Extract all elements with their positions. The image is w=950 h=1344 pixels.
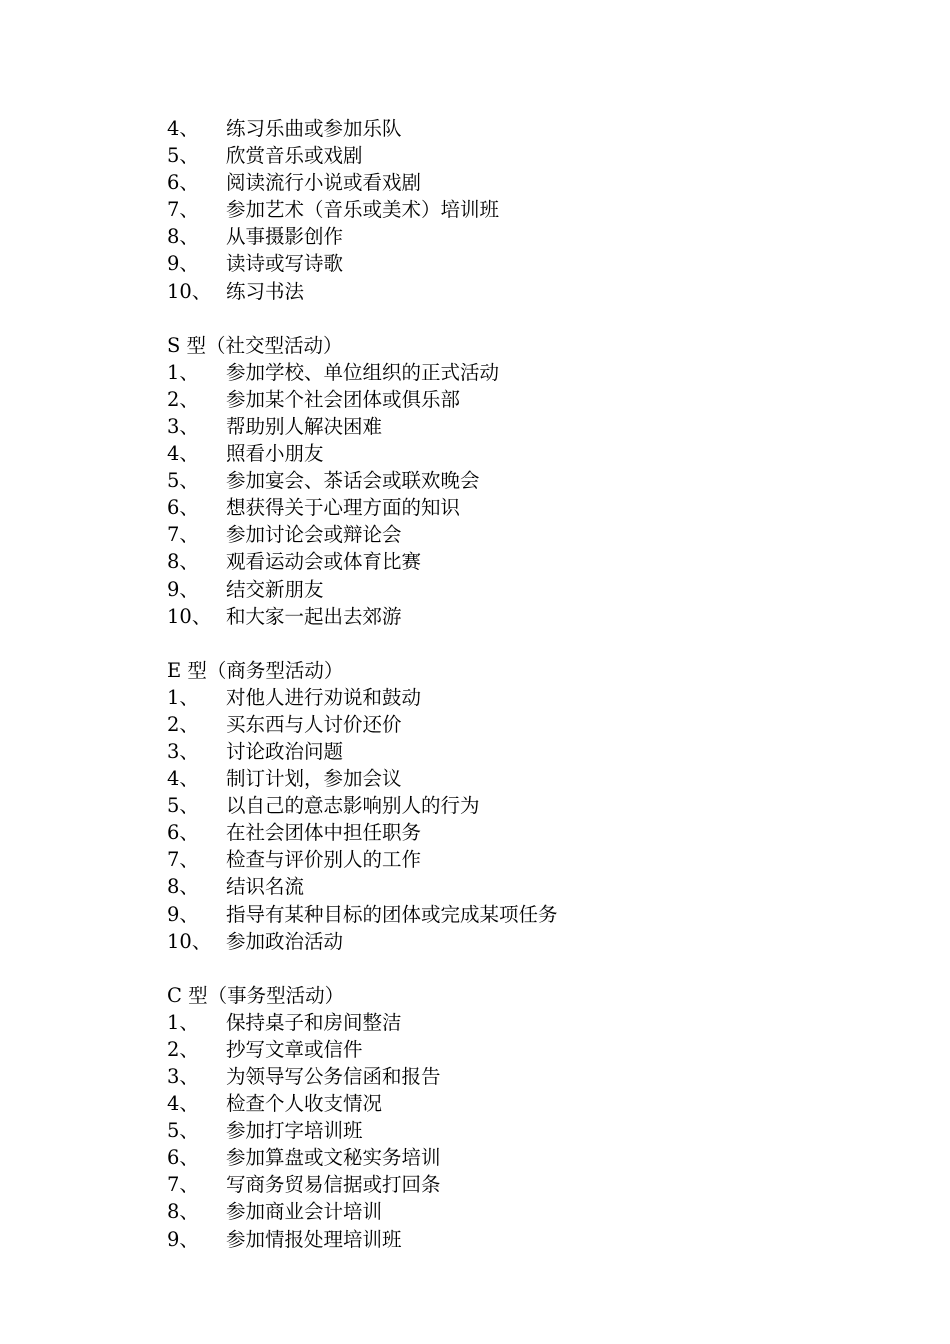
item-number: 1、 [167, 1010, 199, 1034]
list-item [167, 1171, 867, 1198]
item-text: 照看小朋友 [226, 442, 324, 466]
item-number: 6、 [167, 171, 199, 195]
item-number: 3、 [167, 739, 199, 763]
item-number: 10、 [167, 929, 212, 953]
item-text: 结识名流 [226, 875, 305, 899]
list-item [167, 413, 867, 440]
item-text: 参加学校、单位组织的正式活动 [226, 360, 500, 384]
item-text: 从事摄影创作 [226, 225, 344, 249]
list-item [167, 1198, 867, 1225]
item-number: 5、 [167, 794, 199, 818]
item-number: 6、 [167, 821, 199, 845]
item-number: 8、 [167, 1200, 199, 1224]
document-page [167, 115, 867, 1253]
item-text: 买东西与人讨价还价 [226, 712, 402, 736]
section-s-type [167, 332, 867, 630]
item-text: 参加算盘或文秘实务培训 [226, 1146, 441, 1170]
item-number: 2、 [167, 1037, 199, 1061]
section-heading: C 型（事务型活动） [167, 983, 345, 1007]
list-item [167, 169, 867, 196]
item-text: 参加政治活动 [226, 929, 344, 953]
list-item [167, 521, 867, 548]
section-c-type [167, 982, 867, 1253]
item-text: 为领导写公务信函和报告 [226, 1065, 441, 1088]
item-text: 想获得关于心理方面的知识 [226, 496, 461, 520]
item-text: 读诗或写诗歌 [226, 252, 344, 276]
item-text: 参加商业会计培训 [226, 1200, 383, 1224]
item-number: 7、 [167, 1173, 199, 1197]
item-number: 9、 [167, 1227, 199, 1251]
item-number: 4、 [167, 767, 199, 791]
item-number: 8、 [167, 550, 199, 574]
item-number: 7、 [167, 198, 199, 222]
list-item [167, 196, 867, 223]
item-number: 9、 [167, 252, 199, 276]
item-text: 检查与评价别人的工作 [226, 848, 422, 872]
list-item [167, 440, 867, 467]
item-text: 练习书法 [226, 279, 305, 303]
list-item [167, 467, 867, 494]
item-number: 2、 [167, 387, 199, 411]
list-item [167, 603, 867, 630]
item-text: 写商务贸易信据或打回条 [226, 1173, 441, 1197]
item-text: 检查个人收支情况 [226, 1092, 383, 1116]
list-item [167, 278, 867, 305]
list-item [167, 386, 867, 413]
list-item [167, 846, 867, 873]
section-e-type [167, 657, 867, 955]
item-text: 参加情报处理培训班 [226, 1227, 402, 1251]
list-item [167, 738, 867, 765]
item-text: 结交新朋友 [226, 577, 324, 601]
item-text: 欣赏音乐或戏剧 [226, 144, 363, 168]
section-a-continued [167, 115, 867, 305]
item-text: 抄写文章或信件 [226, 1037, 363, 1061]
item-number: 4、 [167, 1092, 199, 1116]
list-item [167, 1090, 867, 1117]
item-number: 10、 [167, 279, 212, 303]
list-item [167, 684, 867, 711]
item-text: 讨论政治问题 [226, 739, 344, 763]
item-number: 2、 [167, 712, 199, 736]
item-number: 8、 [167, 225, 199, 249]
item-number: 5、 [167, 144, 199, 168]
list-item [167, 494, 867, 521]
list-item [167, 1144, 867, 1171]
list-item [167, 765, 867, 792]
item-number: 9、 [167, 902, 199, 926]
item-text: 参加打字培训班 [226, 1119, 363, 1143]
item-number: 1、 [167, 685, 199, 709]
item-number: 7、 [167, 848, 199, 872]
list-item [167, 1063, 867, 1090]
item-number: 1、 [167, 360, 199, 384]
list-item [167, 1036, 867, 1063]
item-number: 3、 [167, 1065, 199, 1088]
item-number: 5、 [167, 1119, 199, 1143]
item-number: 10、 [167, 604, 212, 628]
list-item [167, 115, 867, 142]
item-text: 对他人进行劝说和鼓动 [226, 685, 422, 709]
section-heading: E 型（商务型活动） [167, 658, 344, 682]
list-item [167, 250, 867, 277]
item-text: 以自己的意志影响别人的行为 [226, 794, 480, 818]
item-text: 指导有某种目标的团体或完成某项任务 [226, 902, 558, 926]
item-text: 观看运动会或体育比赛 [226, 550, 422, 574]
list-item [167, 792, 867, 819]
list-item [167, 1226, 867, 1253]
list-item [167, 901, 867, 928]
item-number: 8、 [167, 875, 199, 899]
list-item [167, 223, 867, 250]
item-number: 6、 [167, 496, 199, 520]
item-text: 帮助别人解决困难 [226, 414, 383, 438]
item-text: 参加宴会、茶话会或联欢晚会 [226, 469, 480, 493]
item-text: 练习乐曲或参加乐队 [226, 117, 402, 140]
section-heading: S 型（社交型活动） [167, 333, 343, 357]
item-number: 9、 [167, 577, 199, 601]
item-text: 在社会团体中担任职务 [226, 821, 422, 845]
item-text: 参加艺术（音乐或美术）培训班 [226, 198, 500, 222]
list-item [167, 711, 867, 738]
list-item [167, 873, 867, 900]
item-text: 参加讨论会或辩论会 [226, 523, 402, 547]
item-text: 保持桌子和房间整洁 [226, 1010, 402, 1034]
item-text: 制订计划，参加会议 [226, 767, 402, 791]
item-number: 3、 [167, 414, 199, 438]
list-item [167, 142, 867, 169]
item-text: 参加某个社会团体或俱乐部 [226, 387, 461, 411]
list-item [167, 928, 867, 955]
item-number: 6、 [167, 1146, 199, 1170]
list-item [167, 576, 867, 603]
list-item [167, 1117, 867, 1144]
item-number: 4、 [167, 117, 199, 140]
list-item [167, 1009, 867, 1036]
item-number: 4、 [167, 442, 199, 466]
item-number: 7、 [167, 523, 199, 547]
item-text: 阅读流行小说或看戏剧 [226, 171, 422, 195]
item-number: 5、 [167, 469, 199, 493]
list-item [167, 548, 867, 575]
list-item [167, 359, 867, 386]
list-item [167, 819, 867, 846]
item-text: 和大家一起出去郊游 [226, 604, 402, 628]
